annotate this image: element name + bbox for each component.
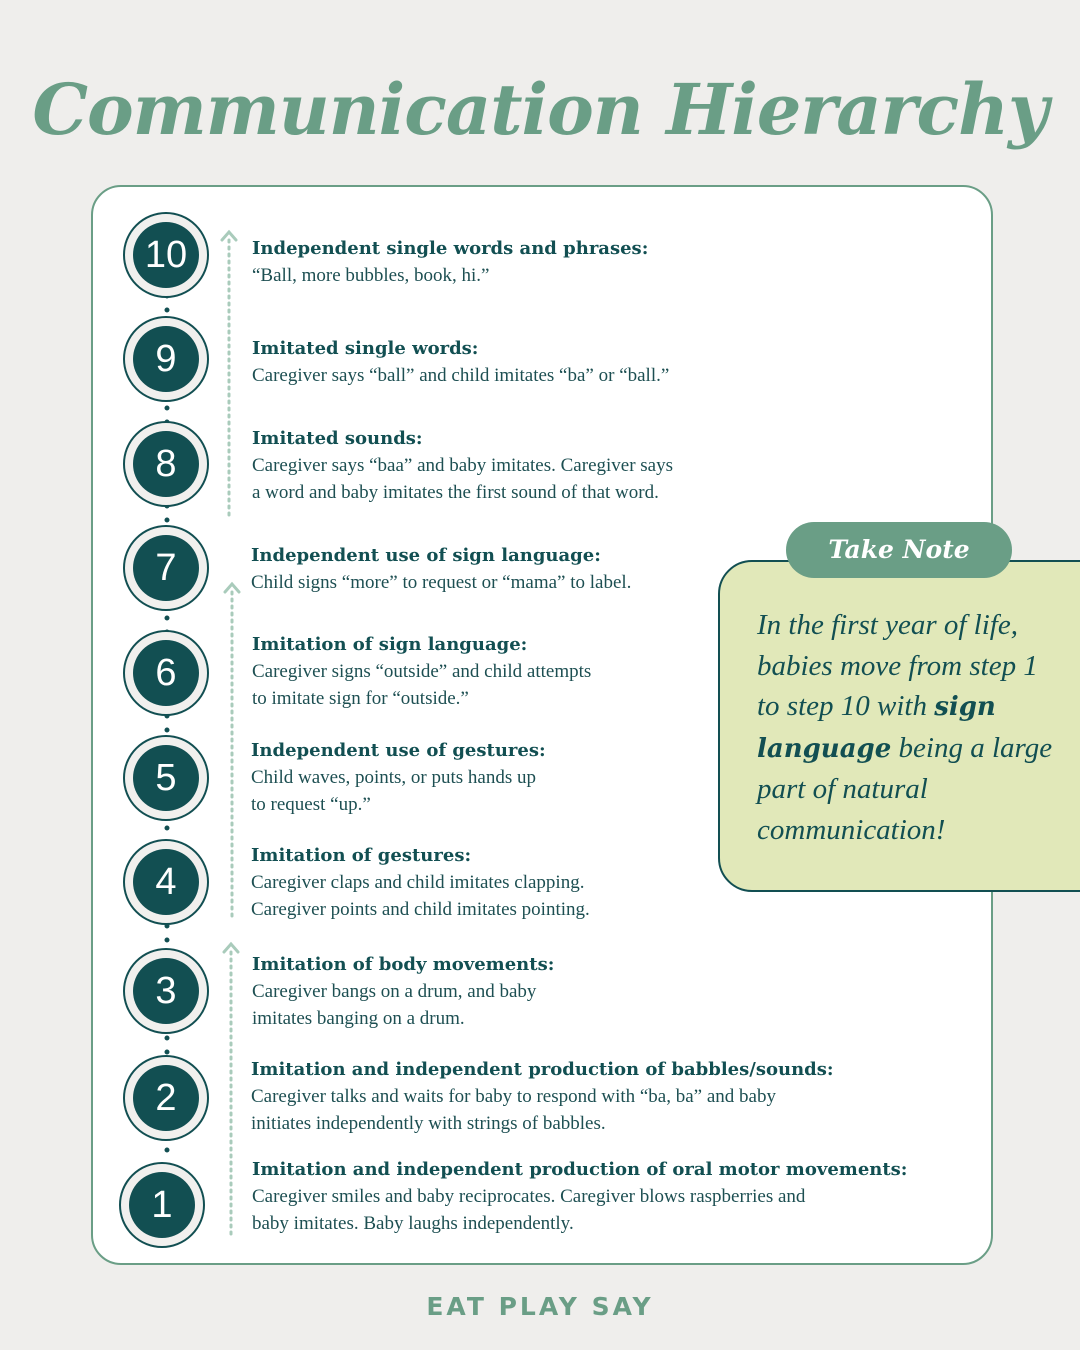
step-3-heading: Imitation of body movements: xyxy=(252,954,555,975)
step-6-heading: Imitation of sign language: xyxy=(252,634,528,655)
step-10-heading: Independent single words and phrases: xyxy=(252,238,649,259)
take-note-text-part-2: being a large part of natural communication! xyxy=(757,731,1053,846)
step-8-description: Caregiver says “baa” and baby imitates. Caregiver says a word and baby imitates the first sound of that word. xyxy=(252,455,674,503)
step-1-text xyxy=(252,1156,972,1237)
step-9-heading: Imitated single words: xyxy=(252,338,479,359)
brand-footer: EAT PLAY SAY xyxy=(426,1292,654,1321)
step-2-number: 2 xyxy=(133,1065,199,1131)
step-1-badge xyxy=(119,1162,205,1248)
step-1-description: Caregiver smiles and baby reciprocates. Caregiver blows raspberries and baby imitates. Baby laughs independently. xyxy=(252,1186,806,1234)
step-5-number: 5 xyxy=(133,745,199,811)
step-7-description: Child signs “more” to request or “mama” to label. xyxy=(251,572,632,593)
step-9-description: Caregiver says “ball” and child imitates “ba” or “ball.” xyxy=(252,365,670,386)
step-3-number: 3 xyxy=(133,958,199,1024)
step-2-heading: Imitation and independent production of babbles/sounds: xyxy=(251,1059,834,1080)
step-4-heading: Imitation of gestures: xyxy=(251,845,472,866)
step-8-text xyxy=(252,425,912,506)
take-note-label: Take Note xyxy=(786,522,1012,578)
step-5-badge xyxy=(123,735,209,821)
step-10-number: 10 xyxy=(133,222,199,288)
step-8-number: 8 xyxy=(133,431,199,497)
step-10-badge xyxy=(123,212,209,298)
step-2-text xyxy=(251,1056,931,1137)
take-note-text-part-1: In the first year of life, babies move from step 1 to step 10 with xyxy=(757,609,1038,722)
step-3-description: Caregiver bangs on a drum, and baby imitates banging on a drum. xyxy=(252,981,537,1029)
step-4-description: Caregiver claps and child imitates clapping. Caregiver points and child imitates pointing. xyxy=(251,872,590,920)
step-5-heading: Independent use of gestures: xyxy=(251,740,546,761)
step-6-number: 6 xyxy=(133,640,199,706)
step-8-badge xyxy=(123,421,209,507)
step-2-badge xyxy=(123,1055,209,1141)
step-10-text xyxy=(252,235,912,289)
take-note-text xyxy=(757,605,1057,850)
step-8-heading: Imitated sounds: xyxy=(252,428,423,449)
step-4-number: 4 xyxy=(133,849,199,915)
step-9-text xyxy=(252,335,912,389)
step-7-number: 7 xyxy=(133,535,199,601)
step-1-number: 1 xyxy=(129,1172,195,1238)
take-note-text-emphasis: sign language xyxy=(757,692,996,764)
step-3-badge xyxy=(123,948,209,1034)
step-6-description: Caregiver signs “outside” and child attempts to imitate sign for “outside.” xyxy=(252,661,592,709)
step-1-heading: Imitation and independent production of oral motor movements: xyxy=(252,1159,908,1180)
step-4-badge xyxy=(123,839,209,925)
step-6-badge xyxy=(123,630,209,716)
step-3-text xyxy=(252,951,912,1032)
step-2-description: Caregiver talks and waits for baby to respond with “ba, ba” and baby initiates independently with strings of babbles. xyxy=(251,1086,776,1134)
step-10-description: “Ball, more bubbles, book, hi.” xyxy=(252,265,490,286)
step-7-badge xyxy=(123,525,209,611)
step-7-heading: Independent use of sign language: xyxy=(251,545,601,566)
page-title: Communication Hierarchy xyxy=(32,68,1048,151)
step-9-badge xyxy=(123,316,209,402)
step-5-description: Child waves, points, or puts hands up to request “up.” xyxy=(251,767,536,815)
step-9-number: 9 xyxy=(133,326,199,392)
